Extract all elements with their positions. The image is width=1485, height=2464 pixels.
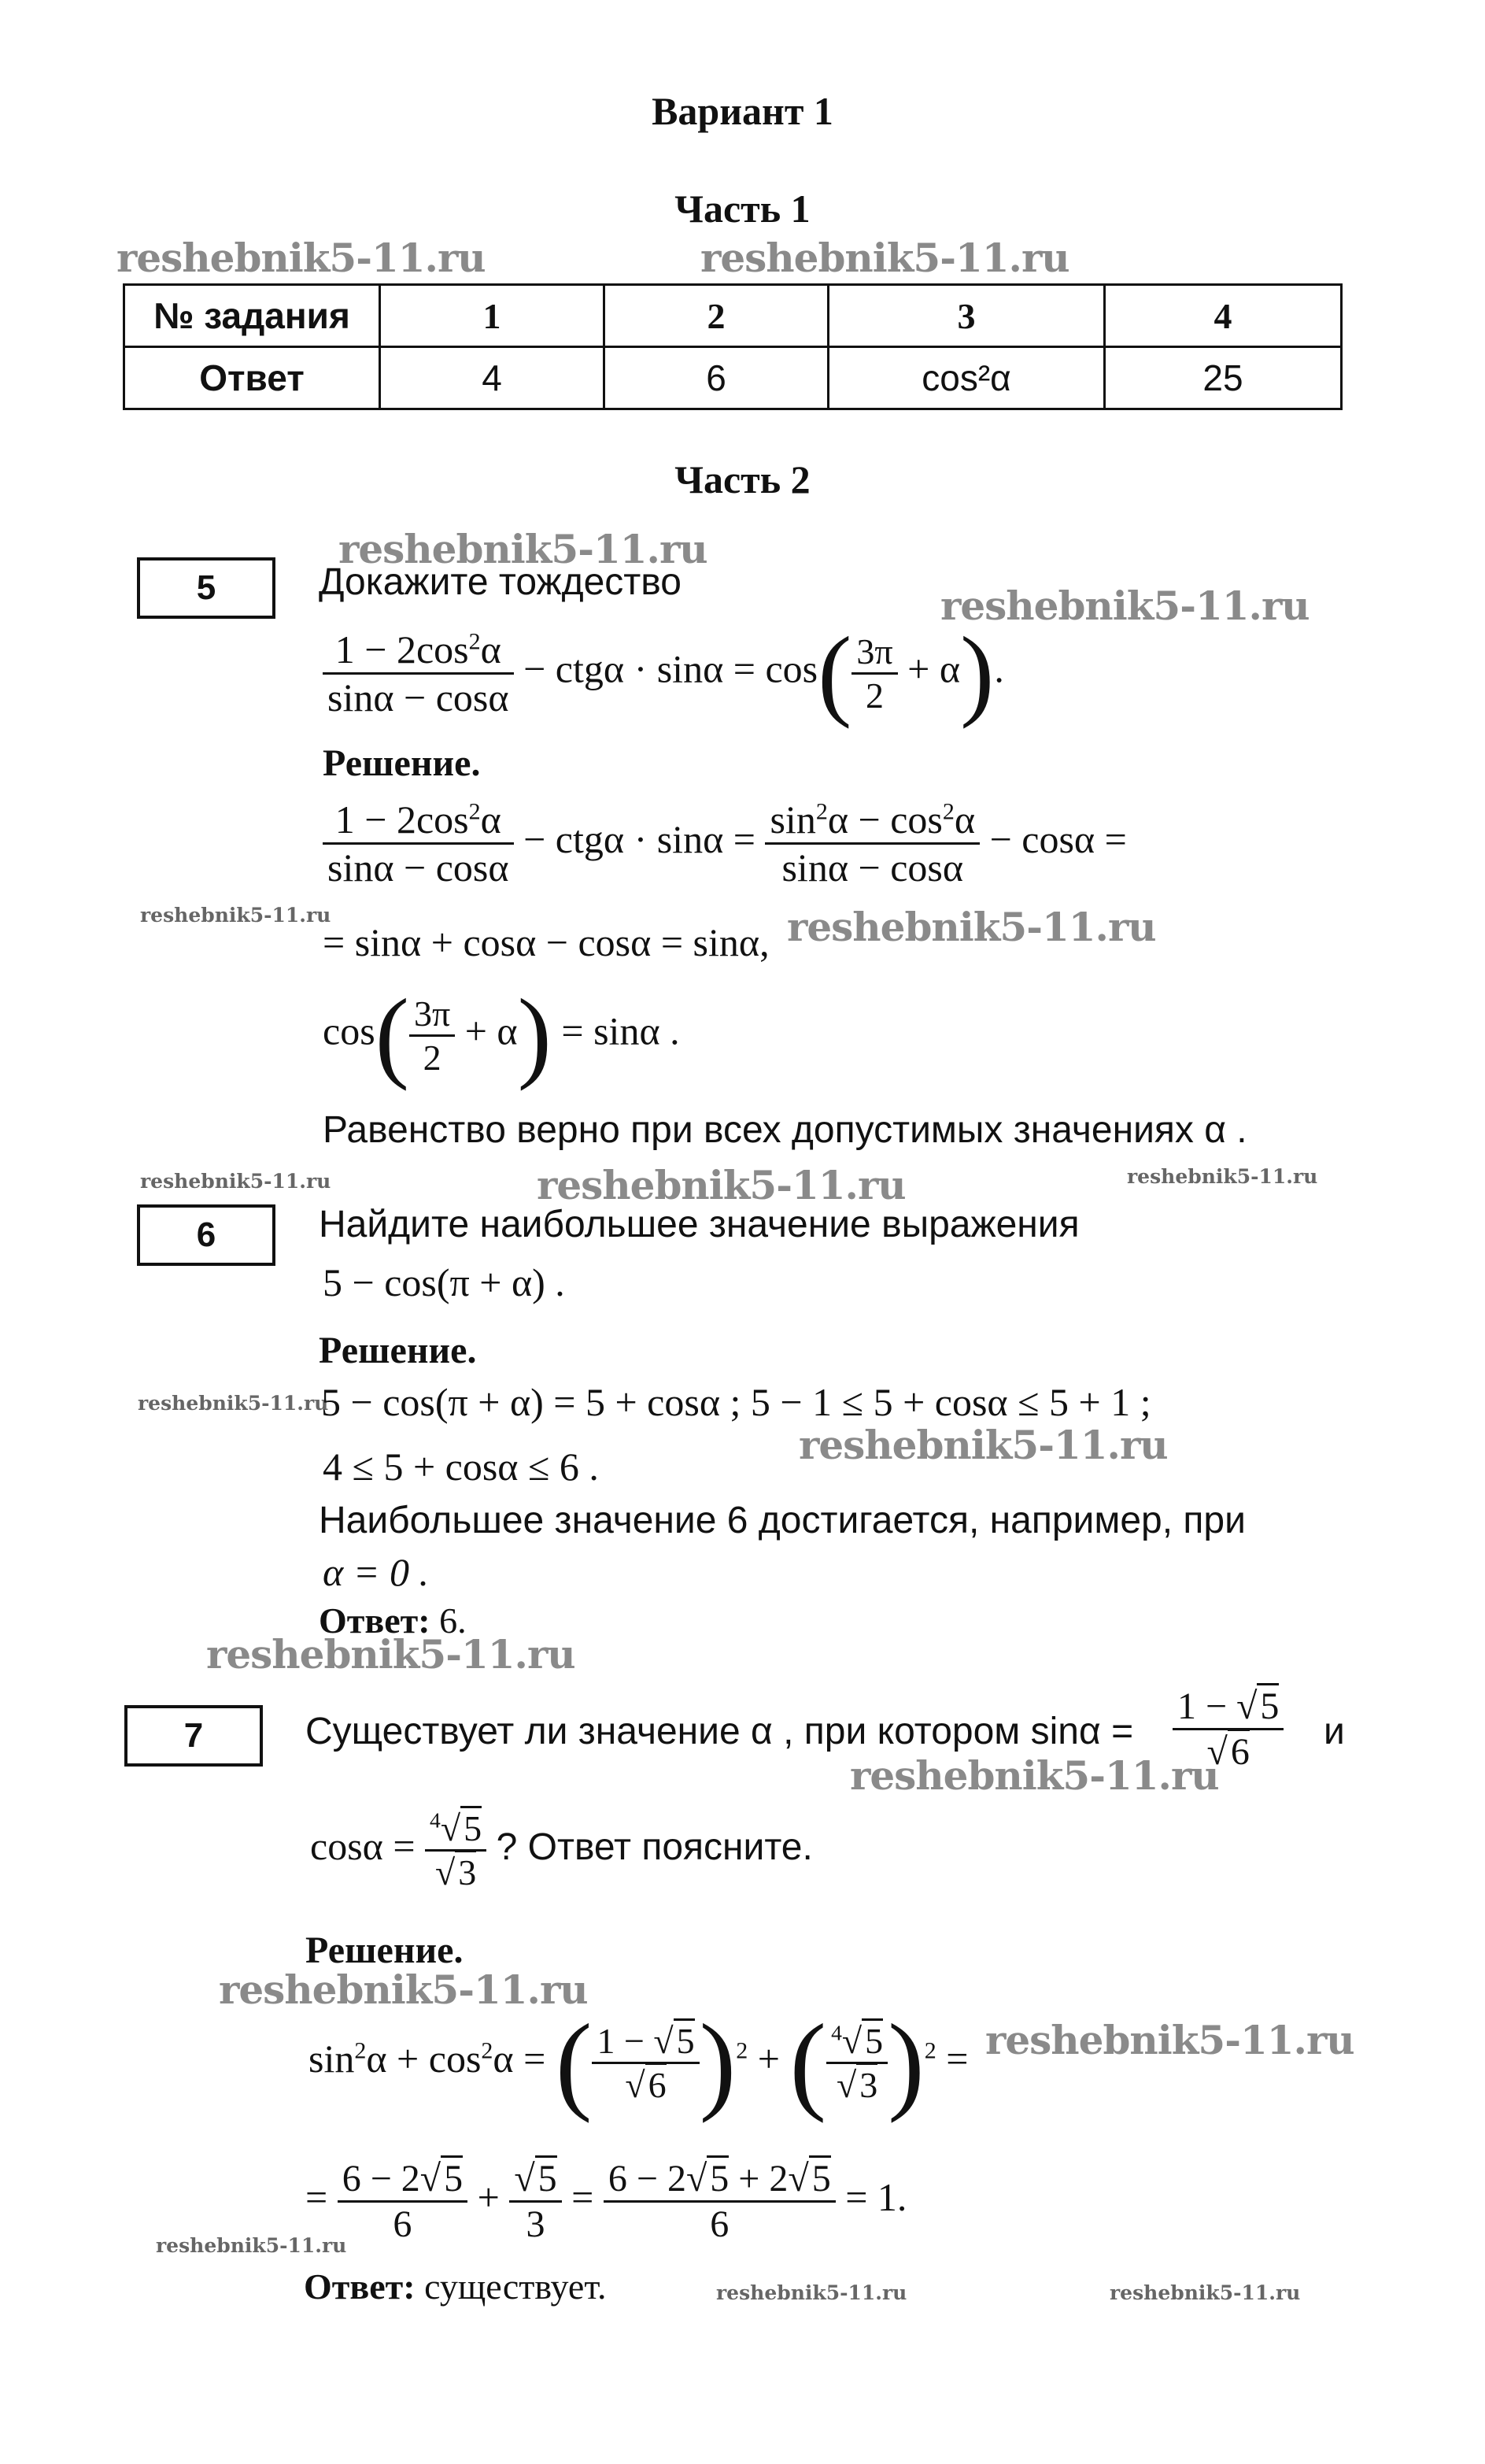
- task5-solution-line3: cos( $\frac{3\pi}{2}$ + α) = sinα .: [323, 979, 680, 1092]
- part2-title: Часть 2: [674, 457, 811, 501]
- watermark: reshebnik5-11.ru: [138, 1392, 329, 1415]
- table-row: [124, 347, 1342, 409]
- task7-sin-fraction: $\frac{1 - √5}{√6}$: [1173, 1685, 1284, 1774]
- task6-expression: 5 − cos(π + α) .: [323, 1260, 565, 1304]
- task6-solution-line4: α = 0 .: [323, 1550, 429, 1594]
- watermark: reshebnik5-11.ru: [537, 1162, 906, 1208]
- task6-solution-line1: 5 − cos(π + α) = 5 + cosα ; 5 − 1 ≤ 5 + cosα ≤ 5 + 1 ;: [321, 1380, 1151, 1424]
- watermark: reshebnik5-11.ru: [140, 904, 331, 927]
- watermark: reshebnik5-11.ru: [156, 2234, 347, 2257]
- task7-answer-value: существует.: [415, 2266, 607, 2307]
- watermark: reshebnik5-11.ru: [940, 583, 1310, 629]
- task6-answer-label: Ответ:: [319, 1600, 430, 1641]
- watermark: reshebnik5-11.ru: [140, 1170, 331, 1193]
- task5-solution-label: Решение.: [323, 742, 481, 784]
- task5-number-box: 5: [137, 557, 275, 619]
- table-answer-label: Ответ: [124, 347, 380, 409]
- watermark: reshebnik5-11.ru: [787, 904, 1156, 950]
- task7-statement-a: Существует ли значение α , при котором sinα =: [305, 1711, 1134, 1752]
- task7-solution-line1: $\sin^2\alpha + \cos^2\alpha$ = ( $\frac{1 - √5}{√6}$ )$^2$ + ( $\frac{^4√5}{√3}$ )$^2$ =: [308, 2002, 969, 2124]
- watermark: reshebnik5-11.ru: [116, 235, 486, 281]
- table-answer-cell: cos²α: [829, 347, 1105, 409]
- task5-solution-line1: $\frac{1 - 2\cos^2\alpha}{\sin\alpha - \cos\alpha}$ − ctgα · sinα = $\frac{\sin^2\alpha - \cos^2\alpha}{\sin\alpha - \cos\alpha}$ − cosα =: [323, 797, 1127, 890]
- watermark: reshebnik5-11.ru: [799, 1422, 1168, 1468]
- task6-solution-line2: 4 ≤ 5 + cosα ≤ 6 .: [323, 1445, 599, 1489]
- task6-statement: Найдите наибольшее значение выражения: [319, 1204, 1080, 1245]
- task6-number-box: 6: [137, 1204, 275, 1266]
- task6-solution-line3: Наибольшее значение 6 достигается, например, при: [319, 1500, 1246, 1541]
- task7-statement-and: и: [1324, 1711, 1345, 1752]
- watermark: reshebnik5-11.ru: [1127, 1165, 1318, 1188]
- task5-statement: Докажите тождество: [319, 561, 682, 603]
- task7-number-box: 7: [124, 1705, 263, 1767]
- table-answer-cell: 6: [604, 347, 829, 409]
- part1-title: Часть 1: [674, 187, 811, 231]
- task7-answer-label: Ответ:: [304, 2266, 416, 2307]
- task7-statement-b: ? Ответ поясните.: [496, 1826, 813, 1868]
- task5-conclusion: Равенство верно при всех допустимых значениях α .: [323, 1109, 1247, 1151]
- task6-answer-value: 6.: [430, 1600, 467, 1641]
- watermark: reshebnik5-11.ru: [985, 2017, 1354, 2063]
- watermark: reshebnik5-11.ru: [700, 235, 1069, 281]
- table-answer-cell: 4: [380, 347, 604, 409]
- task7-answer: [304, 2266, 606, 2307]
- table-header-label: № задания: [124, 285, 380, 347]
- task7-solution-line2: = $\frac{6 - 2√5}{6}$ + $\frac{√5}{3}$ = $\frac{6 - 2√5 + 2√5}{6}$ = 1.: [305, 2157, 907, 2246]
- table-task-number: 2: [604, 285, 829, 347]
- table-task-number: 4: [1105, 285, 1342, 347]
- task6-solution-label: Решение.: [319, 1330, 477, 1371]
- watermark: reshebnik5-11.ru: [206, 1631, 575, 1678]
- table-row: [124, 285, 1342, 347]
- table-answer-cell: 25: [1105, 347, 1342, 409]
- task7-cos-condition: cosα = $\frac{^4√5}{√3}$ ? Ответ поясните.: [310, 1807, 813, 1893]
- watermark: reshebnik5-11.ru: [338, 526, 707, 572]
- task5-solution-line2: = sinα + cosα − cosα = sinα,: [323, 920, 770, 964]
- watermark: reshebnik5-11.ru: [716, 2281, 907, 2304]
- task5-identity: $\frac{1 - 2\cos^2\alpha}{\sin\alpha - \cos\alpha}$ − ctgα · sinα = cos( $\frac{3\pi}{2}$ + α).: [323, 614, 1004, 732]
- answers-table: [123, 283, 1343, 410]
- variant-title: Вариант 1: [652, 89, 833, 133]
- watermark: reshebnik5-11.ru: [1110, 2281, 1301, 2304]
- table-task-number: 3: [829, 285, 1105, 347]
- watermark: reshebnik5-11.ru: [219, 1966, 588, 2013]
- watermark: reshebnik5-11.ru: [850, 1752, 1219, 1799]
- table-task-number: 1: [380, 285, 604, 347]
- task7-solution-label: Решение.: [305, 1929, 464, 1971]
